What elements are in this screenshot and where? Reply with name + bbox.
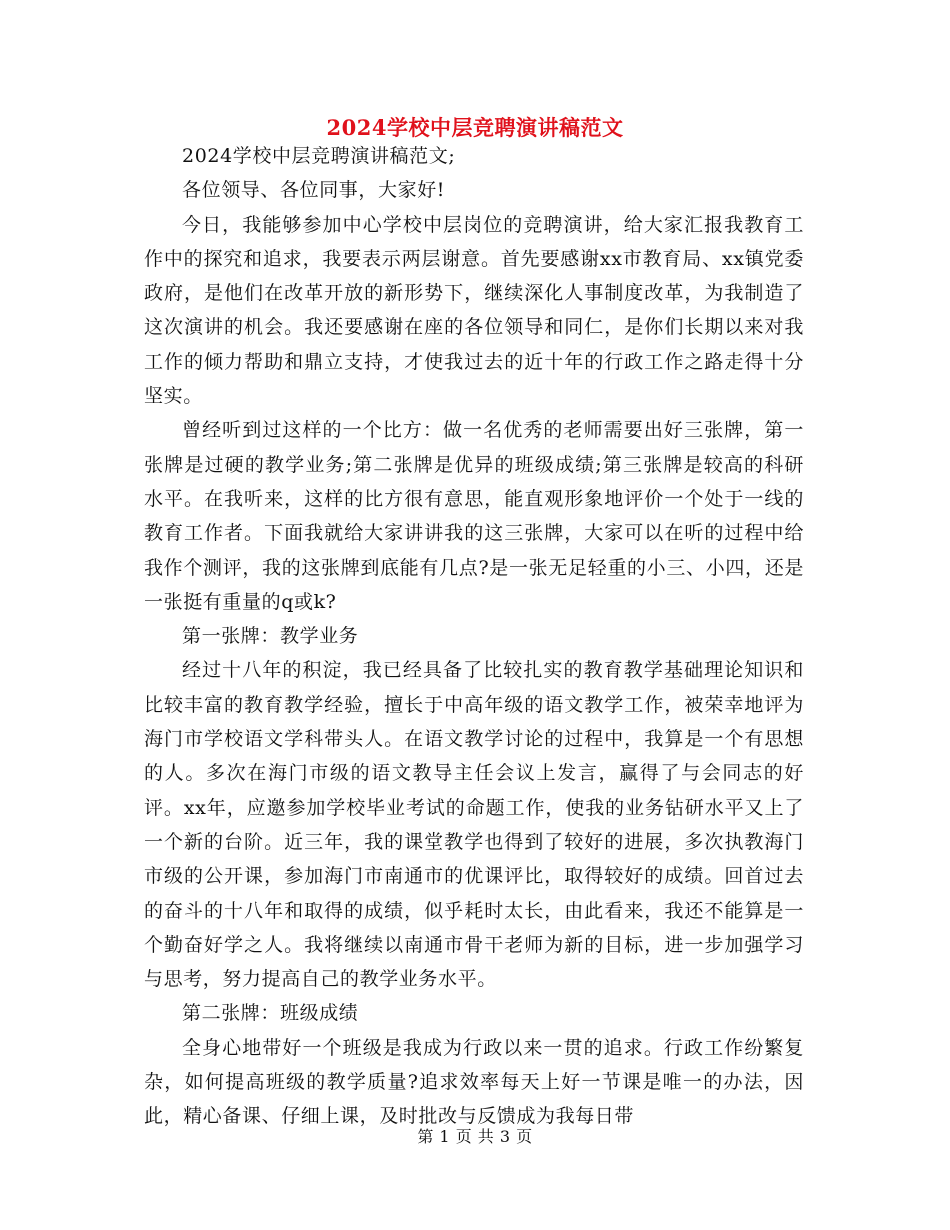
document-title: 2024学校中层竞聘演讲稿范文 xyxy=(326,115,624,140)
paragraph: 曾经听到过这样的一个比方：做一名优秀的老师需要出好三张牌，第一张牌是过硬的教学业务;第二张牌是优异的班级成绩;第三张牌是较高的科研水平。在我听来，这样的比方很有意思，能直观形象地评价一个处于一线的教育工作者。下面我就给大家讲讲我的这三张牌，大家可以在听的过程中给我作个测评，我的这张牌到底能有几点?是一张无足轻重的小三、小四，还是一张挺有重量的q或k? xyxy=(144,419,804,613)
paragraph: 经过十八年的积淀，我已经具备了比较扎实的教育教学基础理论知识和比较丰富的教育教学经验，擅长于中高年级的语文教学工作，被荣幸地评为海门市学校语文学科带头人。在语文教学讨论的过程中，我算是一个有思想的人。多次在海门市级的语文教导主任会议上发言，赢得了与会同志的好评。xx年，应邀参加学校毕业考试的命题工作，使我的业务钻研水平又上了一个新的台阶。近三年，我的课堂教学也得到了较好的进展，多次执教海门市级的公开课，参加海门市南通市的优课评比，取得较好的成绩。回首过去的奋斗的十八年和取得的成绩，似乎耗时太长，由此看来，我还不能算是一个勤奋好学之人。我将继续以南通市骨干老师为新的目标，进一步加强学习与思考，努力提高自己的教学业务水平。 xyxy=(144,659,804,991)
paragraph: 各位领导、各位同事，大家好! xyxy=(182,179,446,202)
paragraph: 2024学校中层竞聘演讲稿范文; xyxy=(182,145,456,167)
section-heading: 第二张牌：班级成绩 xyxy=(182,1002,359,1025)
paragraph: 今日，我能够参加中心学校中层岗位的竞聘演讲，给大家汇报我教育工作中的探究和追求，我要表示两层谢意。首先要感谢xx市教育局、xx镇党委政府，是他们在改革开放的新形势下，继续深化人事制度改革，为我制造了这次演讲的机会。我还要感谢在座的各位领导和同仁，是你们长期以来对我工作的倾力帮助和鼎立支持，才使我过去的近十年的行政工作之路走得十分坚实。 xyxy=(144,213,804,408)
page-number-footer: 第 1 页 共 3 页 xyxy=(417,1127,533,1146)
document-body xyxy=(144,139,804,1134)
section-heading: 第一张牌：教学业务 xyxy=(182,625,359,648)
paragraph: 全身心地带好一个班级是我成为行政以来一贯的追求。行政工作纷繁复杂，如何提高班级的教学质量?追求效率每天上好一节课是唯一的办法，因此，精心备课、仔细上课，及时批改与反馈成为我每日带 xyxy=(144,1036,804,1128)
